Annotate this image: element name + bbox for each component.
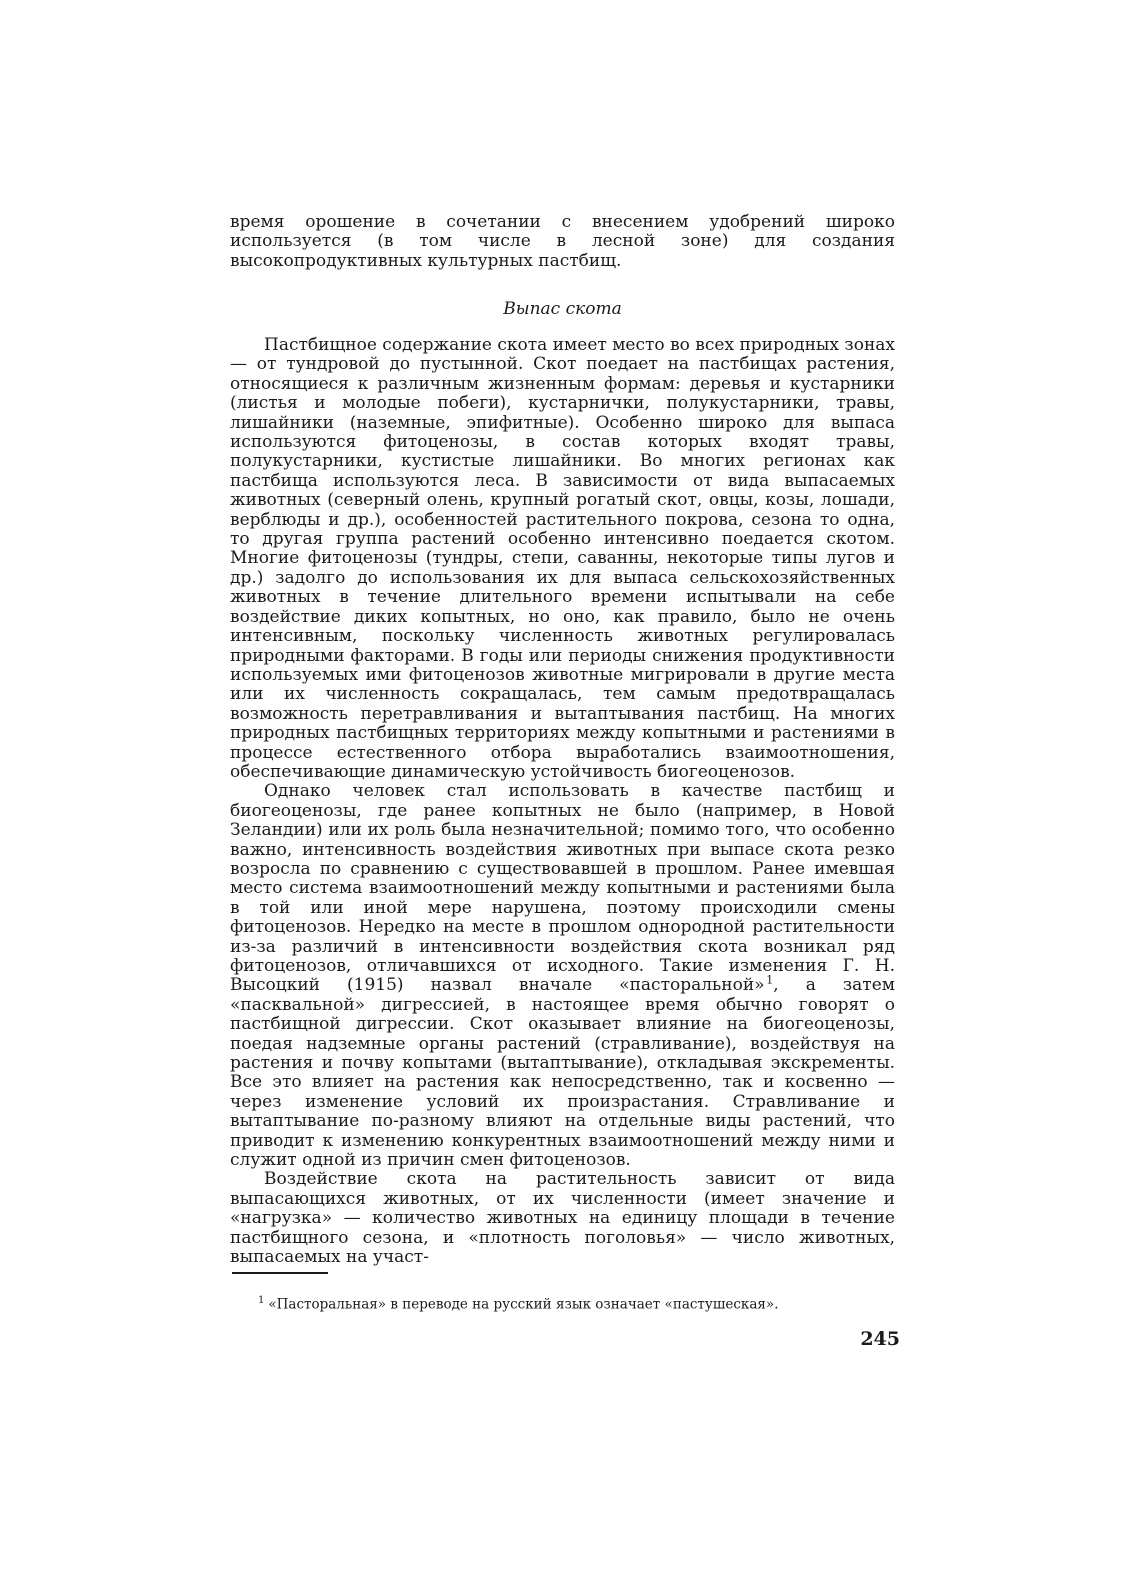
continuation-paragraph: время орошение в сочетании с внесением удобрений широко используется (в том числе в лесной зоне) для создания высокопродуктивных культурных пастбищ. xyxy=(230,212,895,271)
section-body xyxy=(230,336,895,1268)
footnote-reference: 1 xyxy=(766,973,774,987)
section-heading: Выпас скота xyxy=(503,299,622,319)
paragraph-3: Воздействие скота на растительность зависит от вида выпасающихся животных, от их численности (имеет значение и «нагрузка» — количество животных на единицу площади в течение пастбищного сезона, и «плотность поголовья» — число животных, выпасаемых на участ- xyxy=(230,1169,895,1268)
page-number: 245 xyxy=(860,1328,900,1350)
paragraph-2 xyxy=(230,782,895,1170)
footnote-marker: 1 xyxy=(258,1295,265,1306)
footnote-text: «Пасторальная» в переводе на русский язык означает «пастушеская». xyxy=(268,1296,779,1313)
paragraph-1: Пастбищное содержание скота имеет место во всех природных зонах — от тундровой до пустынной. Скот поедает на пастбищах растения, относящиеся к различным жизненным формам: деревья и кустарники (листья и молодые побеги), кустарнички, полукустарники, травы, лишайники (наземные, эпифитные). Особенно широко для выпаса используются фитоценозы, в состав которых входят травы, полукустарники, кустистые лишайники. Во многих регионах как пастбища используются леса. В зависимости от вида выпасаемых животных (северный олень, крупный рогатый скот, овцы, козы, лошади, верблюды и др.), особенностей растительного покрова, сезона то одна, то другая группа растений особенно интенсивно поедается скотом. Многие фитоценозы (тундры, степи, саванны, некоторые типы лугов и др.) задолго до использования их для выпаса сельскохозяйственных животных в течение длительного времени испытывали на себе воздействие диких копытных, но оно, как правило, было не очень интенсивным, поскольку численность животных регулировалась природными факторами. В годы или периоды снижения продуктивности используемых ими фитоценозов животные мигрировали в другие места или их численность сокращалась, тем самым предотвращалась возможность перетравливания и вытаптывания пастбищ. На многих природных пастбищных территориях между копытными и растениями в процессе естественного отбора выработались взаимоотношения, обеспечивающие динамическую устойчивость биогеоценозов. xyxy=(230,335,895,782)
footnote xyxy=(258,1293,895,1313)
footnote-divider xyxy=(232,1272,328,1274)
paragraph-2-part-1: Однако человек стал использовать в качестве пастбищ и биогеоценозы, где ранее копытных не было (например, в Новой Зеландии) или их роль была незначительной; помимо того, что особенно важно, интенсивность воздействия животных при выпасе скота резко возросла по сравнению с существовавшей в прошлом. Ранее имевшая место система взаимоотношений между копытными и растениями была в той или иной мере нарушена, поэтому происходили смены фитоценозов. Нередко на месте в прошлом однородной растительности из-за различий в интенсивности воздействия скота возникал ряд фитоценозов, отличавшихся от исходного. Такие изменения Г. Н. Высоцкий (1915) назвал вначале «пасторальной» xyxy=(230,781,895,996)
paragraph-2-part-2: , а затем «пасквальной» дигрессией, в настоящее время обычно говорят о пастбищной дигрессии. Скот оказывает влияние на биогеоценозы, поедая надземные органы растений (стравливание), воздействуя на растения и почву копытами (вытаптывание), откладывая экскременты. Все это влияет на растения как непосредственно, так и косвенно — через изменение условий их произрастания. Стравливание и вытаптывание по-разному влияют на отдельные виды растений, что приводит к изменению конкурентных взаимоотношений между ними и служит одной из причин смен фитоценозов. xyxy=(230,975,895,1171)
continuation-paragraph-block xyxy=(230,213,895,271)
